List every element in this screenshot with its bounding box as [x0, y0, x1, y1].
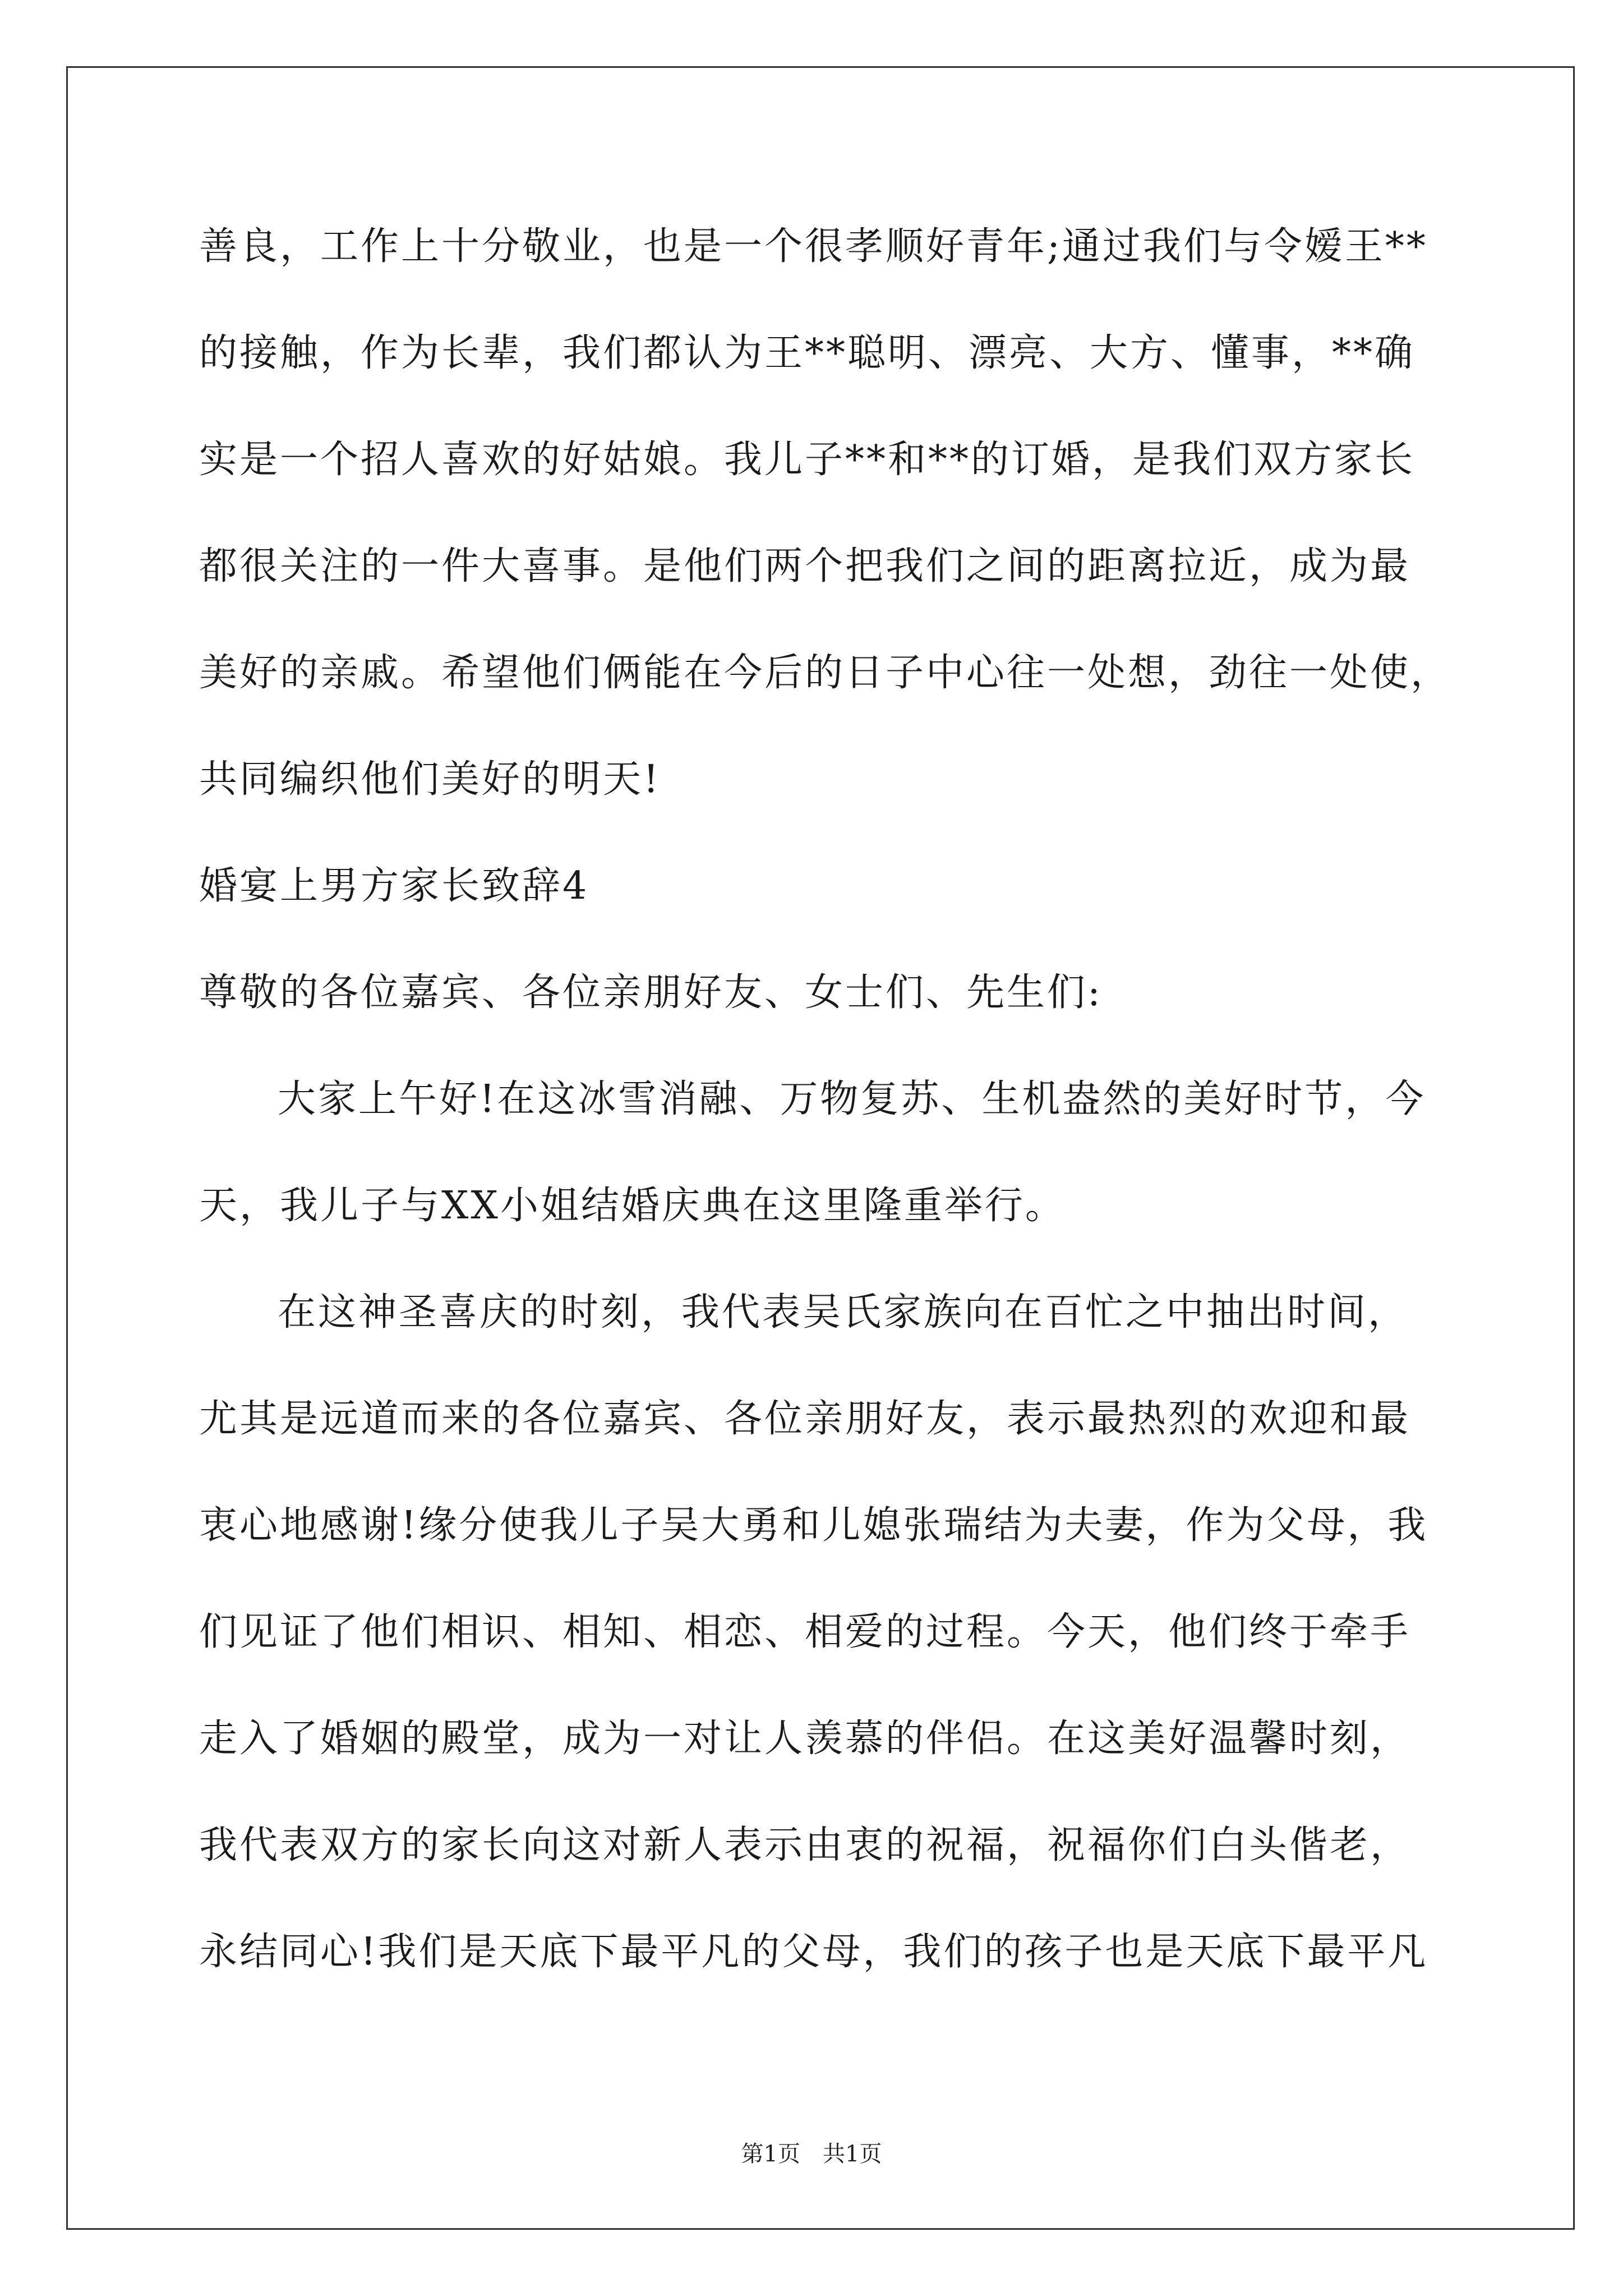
document-body	[199, 219, 1455, 2031]
text-line: 永结同心!我们是天底下最平凡的父母，我们的孩子也是天底下最平凡	[199, 1930, 1428, 1974]
text-line: 尤其是远道而来的各位嘉宾、各位亲朋好友，表示最热烈的欢迎和最	[199, 1397, 1411, 1441]
text-line: 都很关注的一件大喜事。是他们两个把我们之间的距离拉近，成为最	[199, 544, 1411, 588]
text-line: 善良，工作上十分敬业，也是一个很孝顺好青年;通过我们与令嫒王**	[199, 224, 1428, 269]
text-line: 天，我儿子与XX小姐结婚庆典在这里隆重举行。	[199, 1184, 1066, 1228]
section-heading: 婚宴上男方家长致辞4	[199, 864, 589, 908]
text-line: 在这神圣喜庆的时刻，我代表吴氏家族向在百忙之中抽出时间，	[278, 1290, 1409, 1335]
text-line: 们见证了他们相识、相知、相恋、相爱的过程。今天，他们终于牵手	[199, 1610, 1411, 1654]
text-line: 我代表双方的家长向这对新人表示由衷的祝福，祝福你们白头偕老，	[199, 1823, 1411, 1867]
text-line: 衷心地感谢!缘分使我儿子吴大勇和儿媳张瑞结为夫妻，作为父母，我	[199, 1503, 1428, 1548]
text-line: 走入了婚姻的殿堂，成为一对让人羡慕的伴侣。在这美好温馨时刻，	[199, 1717, 1411, 1761]
text-line: 大家上午好!在这冰雪消融、万物复苏、生机盎然的美好时节，今	[278, 1077, 1426, 1121]
salutation-line: 尊敬的各位嘉宾、各位亲朋好友、女士们、先生们:	[199, 970, 1103, 1015]
page-number-footer: 第1页 共1页	[741, 2141, 882, 2167]
text-line: 的接触，作为长辈，我们都认为王**聪明、漂亮、大方、懂事，**确	[199, 331, 1415, 375]
text-line: 实是一个招人喜欢的好姑娘。我儿子**和**的订婚，是我们双方家长	[199, 438, 1415, 482]
text-line: 共同编织他们美好的明天!	[199, 757, 661, 802]
text-line: 美好的亲戚。希望他们俩能在今后的日子中心往一处想，劲往一处使，	[199, 651, 1451, 695]
